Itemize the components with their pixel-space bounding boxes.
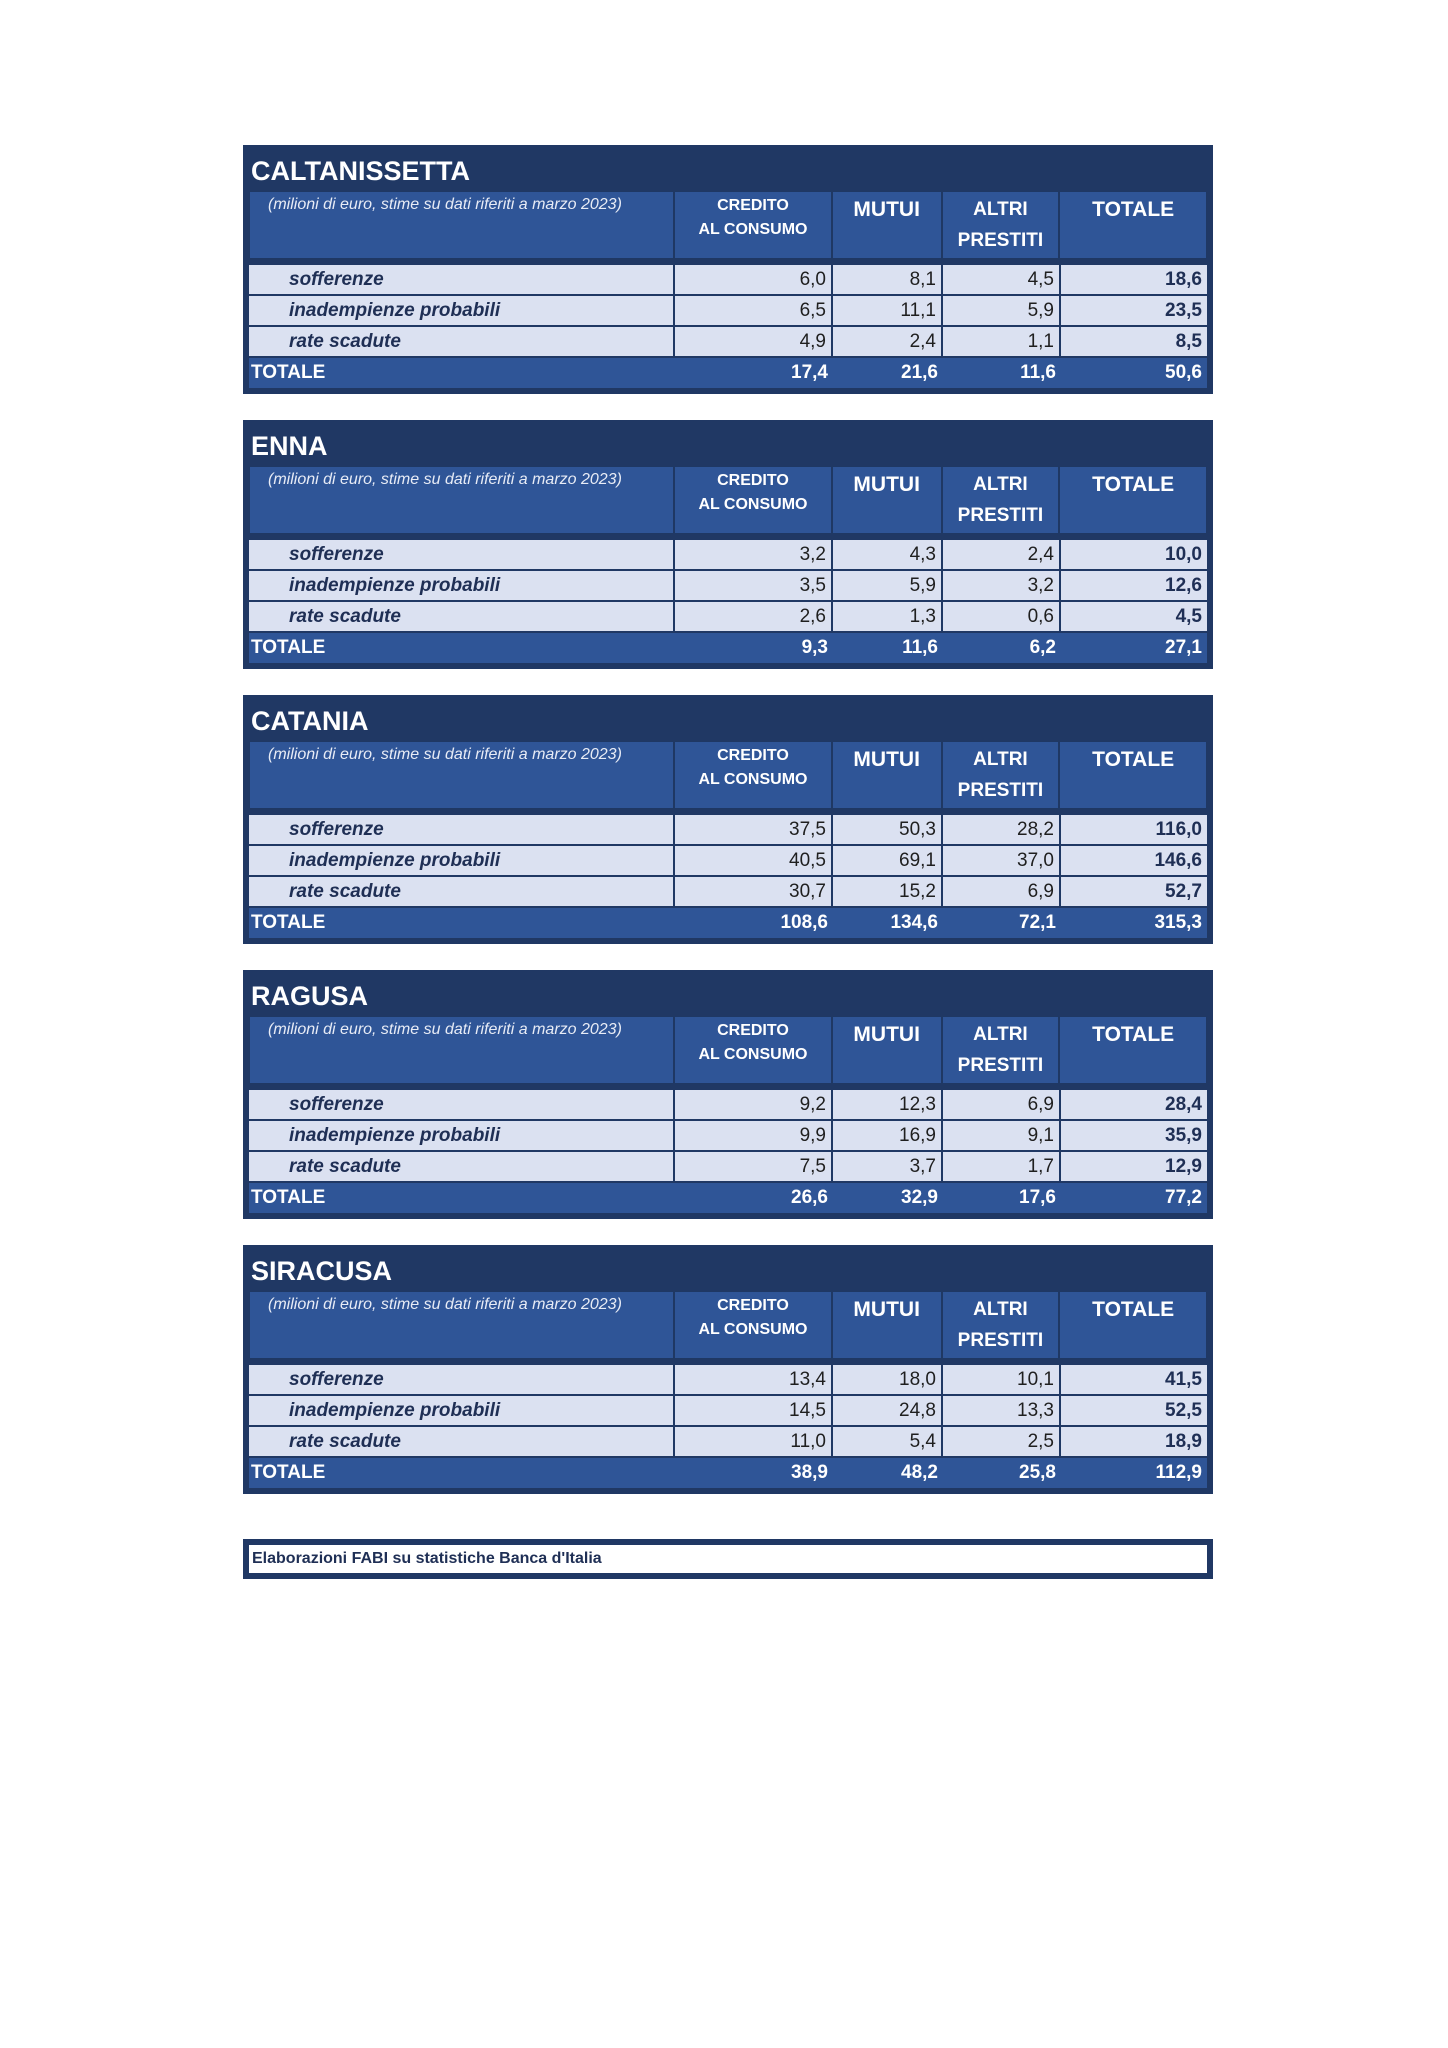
header-altri-line1: ALTRI <box>973 474 1028 495</box>
row-label: inadempienze probabili <box>249 1121 675 1150</box>
total-label: TOTALE <box>251 1462 326 1483</box>
header-credito <box>675 1292 833 1358</box>
header-totale: TOTALE <box>1092 473 1175 496</box>
cell-totale: 12,9 <box>1165 1156 1202 1177</box>
total-credito: 9,3 <box>801 637 828 658</box>
cell-altri: 28,2 <box>943 815 1061 844</box>
table-row <box>249 815 1207 844</box>
cell-altri: 0,6 <box>943 602 1061 631</box>
header-altri-line2: PRESTITI <box>957 1330 1044 1351</box>
total-altri: 6,2 <box>1029 637 1056 658</box>
cell-altri: 1,7 <box>943 1152 1061 1181</box>
cell-mutui: 12,3 <box>833 1090 943 1119</box>
row-label: rate scadute <box>249 877 675 906</box>
cell-mutui: 24,8 <box>833 1396 943 1425</box>
header-mutui: MUTUI <box>833 467 943 533</box>
header-credito-line2: AL CONSUMO <box>698 496 808 513</box>
cell-totale: 23,5 <box>1165 300 1202 321</box>
cell-altri: 5,9 <box>943 296 1061 325</box>
table-enna <box>243 420 1213 669</box>
header-altri-prestiti <box>943 192 1061 258</box>
cell-credito: 11,0 <box>675 1427 833 1456</box>
cell-mutui: 3,7 <box>833 1152 943 1181</box>
header-credito-line1: CREDITO <box>717 1022 789 1039</box>
total-row <box>249 358 1207 388</box>
total-mutui: 21,6 <box>901 362 938 383</box>
cell-altri: 4,5 <box>943 265 1061 294</box>
table-siracusa <box>243 1245 1213 1494</box>
header-mutui: MUTUI <box>833 1017 943 1083</box>
cell-totale: 28,4 <box>1165 1094 1202 1115</box>
cell-altri: 2,5 <box>943 1427 1061 1456</box>
cell-credito: 9,2 <box>675 1090 833 1119</box>
cell-altri: 37,0 <box>943 846 1061 875</box>
header-credito <box>675 1017 833 1083</box>
header-altri-prestiti <box>943 467 1061 533</box>
cell-altri: 9,1 <box>943 1121 1061 1150</box>
total-row <box>249 908 1207 938</box>
cell-mutui: 4,3 <box>833 540 943 569</box>
cell-mutui: 18,0 <box>833 1365 943 1394</box>
header-altri-line1: ALTRI <box>973 199 1028 220</box>
cell-mutui: 69,1 <box>833 846 943 875</box>
total-totale: 315,3 <box>1154 912 1202 933</box>
header-totale: TOTALE <box>1092 1023 1175 1046</box>
header-credito-line1: CREDITO <box>717 197 789 214</box>
header-altri-line1: ALTRI <box>973 1299 1028 1320</box>
cell-credito: 6,5 <box>675 296 833 325</box>
header-mutui: MUTUI <box>833 1292 943 1358</box>
header-credito-line1: CREDITO <box>717 747 789 764</box>
cell-credito: 30,7 <box>675 877 833 906</box>
header-altri-line2: PRESTITI <box>957 1055 1044 1076</box>
total-totale: 77,2 <box>1165 1187 1202 1208</box>
cell-mutui: 5,4 <box>833 1427 943 1456</box>
total-totale: 112,9 <box>1155 1462 1202 1483</box>
total-row <box>249 633 1207 663</box>
table-ragusa <box>243 970 1213 1219</box>
header-note: (milioni di euro, stime su dati riferiti a marzo 2023) <box>250 1017 675 1083</box>
row-label: inadempienze probabili <box>249 1396 675 1425</box>
table-catania <box>243 695 1213 944</box>
header-altri-line2: PRESTITI <box>957 230 1044 251</box>
header-credito-line1: CREDITO <box>717 472 789 489</box>
cell-mutui: 50,3 <box>833 815 943 844</box>
header-note: (milioni di euro, stime su dati riferiti a marzo 2023) <box>250 742 675 808</box>
province-title: CALTANISSETTA <box>251 156 470 186</box>
table-row <box>249 296 1207 325</box>
header-mutui: MUTUI <box>833 742 943 808</box>
cell-altri: 1,1 <box>943 327 1061 356</box>
total-altri: 72,1 <box>1019 912 1056 933</box>
table-row <box>249 1396 1207 1425</box>
header-altri-prestiti <box>943 1292 1061 1358</box>
total-credito: 17,4 <box>791 362 828 383</box>
cell-totale: 146,6 <box>1154 850 1202 871</box>
row-label: rate scadute <box>249 1427 675 1456</box>
table-row <box>249 877 1207 906</box>
row-label: sofferenze <box>249 540 675 569</box>
province-title: CATANIA <box>251 706 369 736</box>
header-credito <box>675 192 833 258</box>
total-credito: 38,9 <box>791 1462 828 1483</box>
row-label: sofferenze <box>249 1365 675 1394</box>
total-altri: 11,6 <box>1020 362 1056 383</box>
row-label: inadempienze probabili <box>249 571 675 600</box>
cell-credito: 14,5 <box>675 1396 833 1425</box>
cell-totale: 52,7 <box>1165 881 1202 902</box>
cell-totale: 8,5 <box>1175 331 1202 352</box>
cell-totale: 10,0 <box>1165 544 1202 565</box>
table-row <box>249 1090 1207 1119</box>
cell-mutui: 1,3 <box>833 602 943 631</box>
header-credito-line2: AL CONSUMO <box>698 221 808 238</box>
table-row <box>249 327 1207 356</box>
cell-totale: 41,5 <box>1165 1369 1202 1390</box>
row-label: rate scadute <box>249 1152 675 1181</box>
row-label: sofferenze <box>249 815 675 844</box>
header-note: (milioni di euro, stime su dati riferiti a marzo 2023) <box>250 467 675 533</box>
total-label: TOTALE <box>251 1187 326 1208</box>
total-label: TOTALE <box>251 637 326 658</box>
cell-credito: 13,4 <box>675 1365 833 1394</box>
table-row <box>249 1121 1207 1150</box>
source-note-box <box>243 1539 1213 1579</box>
table-row <box>249 602 1207 631</box>
table-header <box>249 741 1207 809</box>
total-totale: 27,1 <box>1165 637 1202 658</box>
header-altri-prestiti <box>943 1017 1061 1083</box>
header-altri-line2: PRESTITI <box>957 505 1044 526</box>
table-row <box>249 540 1207 569</box>
table-row <box>249 1152 1207 1181</box>
row-label: inadempienze probabili <box>249 846 675 875</box>
total-mutui: 48,2 <box>901 1462 938 1483</box>
cell-totale: 52,5 <box>1165 1400 1202 1421</box>
total-mutui: 11,6 <box>902 637 938 658</box>
cell-credito: 7,5 <box>675 1152 833 1181</box>
total-altri: 17,6 <box>1019 1187 1056 1208</box>
cell-totale: 4,5 <box>1175 606 1202 627</box>
cell-mutui: 11,1 <box>833 296 943 325</box>
table-row <box>249 265 1207 294</box>
row-label: rate scadute <box>249 327 675 356</box>
total-row <box>249 1458 1207 1488</box>
cell-altri: 6,9 <box>943 877 1061 906</box>
table-header <box>249 1016 1207 1084</box>
cell-altri: 13,3 <box>943 1396 1061 1425</box>
source-note: Elaborazioni FABI su statistiche Banca d'Italia <box>249 1545 1207 1573</box>
cell-credito: 37,5 <box>675 815 833 844</box>
cell-altri: 3,2 <box>943 571 1061 600</box>
cell-mutui: 15,2 <box>833 877 943 906</box>
cell-mutui: 5,9 <box>833 571 943 600</box>
cell-credito: 3,2 <box>675 540 833 569</box>
header-totale: TOTALE <box>1092 748 1175 771</box>
province-title: SIRACUSA <box>251 1256 393 1286</box>
total-label: TOTALE <box>251 912 326 933</box>
table-row <box>249 846 1207 875</box>
header-note: (milioni di euro, stime su dati riferiti a marzo 2023) <box>250 1292 675 1358</box>
cell-totale: 18,6 <box>1165 269 1202 290</box>
total-row <box>249 1183 1207 1213</box>
cell-credito: 4,9 <box>675 327 833 356</box>
cell-credito: 40,5 <box>675 846 833 875</box>
total-totale: 50,6 <box>1165 362 1202 383</box>
cell-credito: 9,9 <box>675 1121 833 1150</box>
total-mutui: 134,6 <box>890 912 938 933</box>
cell-credito: 3,5 <box>675 571 833 600</box>
header-credito-line1: CREDITO <box>717 1297 789 1314</box>
header-totale: TOTALE <box>1092 198 1175 221</box>
cell-altri: 6,9 <box>943 1090 1061 1119</box>
province-title: ENNA <box>251 431 328 461</box>
header-altri-line1: ALTRI <box>973 749 1028 770</box>
total-mutui: 32,9 <box>901 1187 938 1208</box>
table-caltanissetta <box>243 145 1213 394</box>
total-credito: 108,6 <box>780 912 828 933</box>
table-header <box>249 1291 1207 1359</box>
table-row <box>249 571 1207 600</box>
cell-altri: 2,4 <box>943 540 1061 569</box>
cell-totale: 35,9 <box>1165 1125 1202 1146</box>
province-title: RAGUSA <box>251 981 369 1011</box>
header-altri-prestiti <box>943 742 1061 808</box>
cell-mutui: 8,1 <box>833 265 943 294</box>
total-label: TOTALE <box>251 362 326 383</box>
cell-totale: 116,0 <box>1155 819 1202 840</box>
cell-mutui: 2,4 <box>833 327 943 356</box>
header-mutui: MUTUI <box>833 192 943 258</box>
header-altri-line1: ALTRI <box>973 1024 1028 1045</box>
header-note: (milioni di euro, stime su dati riferiti a marzo 2023) <box>250 192 675 258</box>
header-credito <box>675 742 833 808</box>
header-totale: TOTALE <box>1092 1298 1175 1321</box>
total-altri: 25,8 <box>1019 1462 1056 1483</box>
row-label: sofferenze <box>249 1090 675 1119</box>
header-credito-line2: AL CONSUMO <box>698 771 808 788</box>
cell-totale: 12,6 <box>1165 575 1202 596</box>
table-row <box>249 1427 1207 1456</box>
row-label: sofferenze <box>249 265 675 294</box>
header-credito-line2: AL CONSUMO <box>698 1046 808 1063</box>
header-credito-line2: AL CONSUMO <box>698 1321 808 1338</box>
header-credito <box>675 467 833 533</box>
cell-credito: 2,6 <box>675 602 833 631</box>
cell-totale: 18,9 <box>1165 1431 1202 1452</box>
total-credito: 26,6 <box>791 1187 828 1208</box>
header-altri-line2: PRESTITI <box>957 780 1044 801</box>
table-header <box>249 191 1207 259</box>
cell-altri: 10,1 <box>943 1365 1061 1394</box>
cell-mutui: 16,9 <box>833 1121 943 1150</box>
row-label: inadempienze probabili <box>249 296 675 325</box>
table-row <box>249 1365 1207 1394</box>
cell-credito: 6,0 <box>675 265 833 294</box>
row-label: rate scadute <box>249 602 675 631</box>
table-header <box>249 466 1207 534</box>
